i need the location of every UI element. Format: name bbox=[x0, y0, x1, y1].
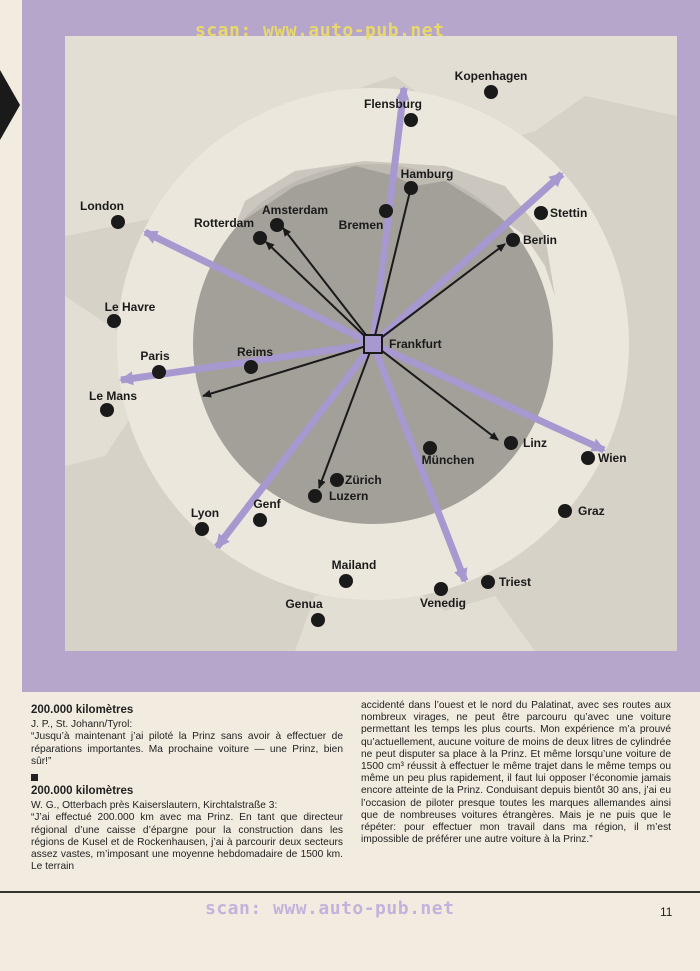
city-dot-reims bbox=[244, 360, 258, 374]
city-dot-flensburg bbox=[404, 113, 418, 127]
article-column-right bbox=[361, 700, 671, 846]
city-label-genua: Genua bbox=[285, 597, 323, 611]
city-label-graz: Graz bbox=[578, 504, 605, 518]
city-dot-genua bbox=[311, 613, 325, 627]
city-dot-linz bbox=[504, 436, 518, 450]
city-dot-amsterdam bbox=[270, 218, 284, 232]
page-number: 11 bbox=[660, 905, 673, 919]
route-map-svg bbox=[65, 36, 677, 651]
city-label-frankfurt: Frankfurt bbox=[389, 337, 442, 351]
city-dot-zuerich bbox=[330, 473, 344, 487]
city-label-luzern: Luzern bbox=[329, 489, 369, 503]
page-tab-marker bbox=[0, 70, 20, 140]
city-label-zuerich: Zürich bbox=[345, 473, 382, 487]
city-dot-genf bbox=[253, 513, 267, 527]
city-label-rotterdam: Rotterdam bbox=[193, 216, 255, 230]
article-column-left bbox=[31, 700, 343, 873]
city-label-kopenhagen: Kopenhagen bbox=[454, 69, 528, 83]
entry2-author: W. G., Otterbach près Kaiserslautern, Kirchtalstraße 3: bbox=[31, 800, 278, 812]
city-label-flensburg: Flensburg bbox=[363, 97, 423, 111]
city-label-le-mans: Le Mans bbox=[88, 389, 138, 403]
entry2-body-continued: accidenté dans l’ouest et le nord du Palatinat, avec ses routes aux nombreux virages, ne peut être parcouru qu’avec une voiture permettant les temps les plus courts. Mon expérience m’a prouvé qu’actuellement, aucune voiture de moins de deux litres de cylindrée ne peut disputer sa place à la Prinz. Et même lorsqu’une voiture de 1500 cm³ réussit à effectuer le même trajet dans le même temps ou même un peu plus rapidement, il faut lui opposer l’économie jamais encore atteinte de la Prinz. Conduisant depuis bientôt 30 ans, j’ai eu l’occasion de piloter presque toutes les marques allemandes ainsi que de nombreuses voitures étrangères. Mais je ne puis que le répéter: pour effectuer mon travail dans ma région, il m’est impossible de préférer une autre voiture à la Prinz.” bbox=[361, 700, 671, 846]
city-label-berlin: Berlin bbox=[523, 233, 558, 247]
entry2-body: “J’ai effectué 200.000 km avec ma Prinz. En tant que directeur régional d’une caisse d’épargne pour la construction dans les régions de Kusel et de Rockenhausen, j’ai à parcourir deux secteurs assez vastes, m’imposant une moyenne hebdomadaire de 1500 km. Le terrain bbox=[31, 812, 343, 873]
city-dot-kopenhagen bbox=[484, 85, 498, 99]
city-dot-hamburg bbox=[404, 181, 418, 195]
entry2-heading: 200.000 kilomètres bbox=[31, 785, 134, 798]
city-dot-lyon bbox=[195, 522, 209, 536]
city-label-hamburg: Hamburg bbox=[400, 167, 454, 181]
city-label-reims: Reims bbox=[236, 345, 274, 359]
city-label-genf: Genf bbox=[253, 497, 281, 511]
city-dot-venedig bbox=[434, 582, 448, 596]
entry1-author: J. P., St. Johann/Tyrol: bbox=[31, 719, 133, 731]
city-dot-mailand bbox=[339, 574, 353, 588]
city-label-stettin: Stettin bbox=[550, 206, 588, 220]
city-dot-wien bbox=[581, 451, 595, 465]
frankfurt-marker bbox=[364, 335, 382, 353]
entry1-body: “Jusqu’à maintenant j’ai piloté la Prinz sans avoir à effectuer de réparations importantes. Ma prochaine voiture — une Prinz, bien sûr!” bbox=[31, 731, 343, 767]
page-rule bbox=[0, 891, 700, 893]
city-label-amsterdam: Amsterdam bbox=[261, 203, 329, 217]
city-label-lyon: Lyon bbox=[190, 506, 220, 520]
city-dot-london bbox=[111, 215, 125, 229]
city-dot-berlin bbox=[506, 233, 520, 247]
watermark-bottom: scan: www.auto-pub.net bbox=[205, 898, 455, 919]
city-dot-paris bbox=[152, 365, 166, 379]
city-label-linz: Linz bbox=[523, 436, 547, 450]
city-label-muenchen: München bbox=[421, 453, 475, 467]
city-label-mailand: Mailand bbox=[331, 558, 377, 572]
city-dot-rotterdam bbox=[253, 231, 267, 245]
city-label-le-havre: Le Havre bbox=[104, 300, 156, 314]
route-map bbox=[65, 36, 677, 651]
city-dot-luzern bbox=[308, 489, 322, 503]
city-dot-bremen bbox=[379, 204, 393, 218]
city-label-wien: Wien bbox=[598, 451, 627, 465]
article-text bbox=[31, 700, 671, 880]
city-label-venedig: Venedig bbox=[419, 596, 467, 610]
city-dot-le-havre bbox=[107, 314, 121, 328]
city-dot-le-mans bbox=[100, 403, 114, 417]
watermark-top: scan: www.auto-pub.net bbox=[195, 20, 445, 41]
city-label-triest: Triest bbox=[499, 575, 532, 589]
section-square-icon bbox=[31, 774, 38, 781]
city-label-london: London bbox=[80, 199, 124, 213]
city-dot-triest bbox=[481, 575, 495, 589]
entry1-heading: 200.000 kilomètres bbox=[31, 704, 134, 716]
city-dot-graz bbox=[558, 504, 572, 518]
city-label-bremen: Bremen bbox=[338, 218, 384, 232]
city-dot-stettin bbox=[534, 206, 548, 220]
city-label-paris: Paris bbox=[140, 349, 170, 363]
